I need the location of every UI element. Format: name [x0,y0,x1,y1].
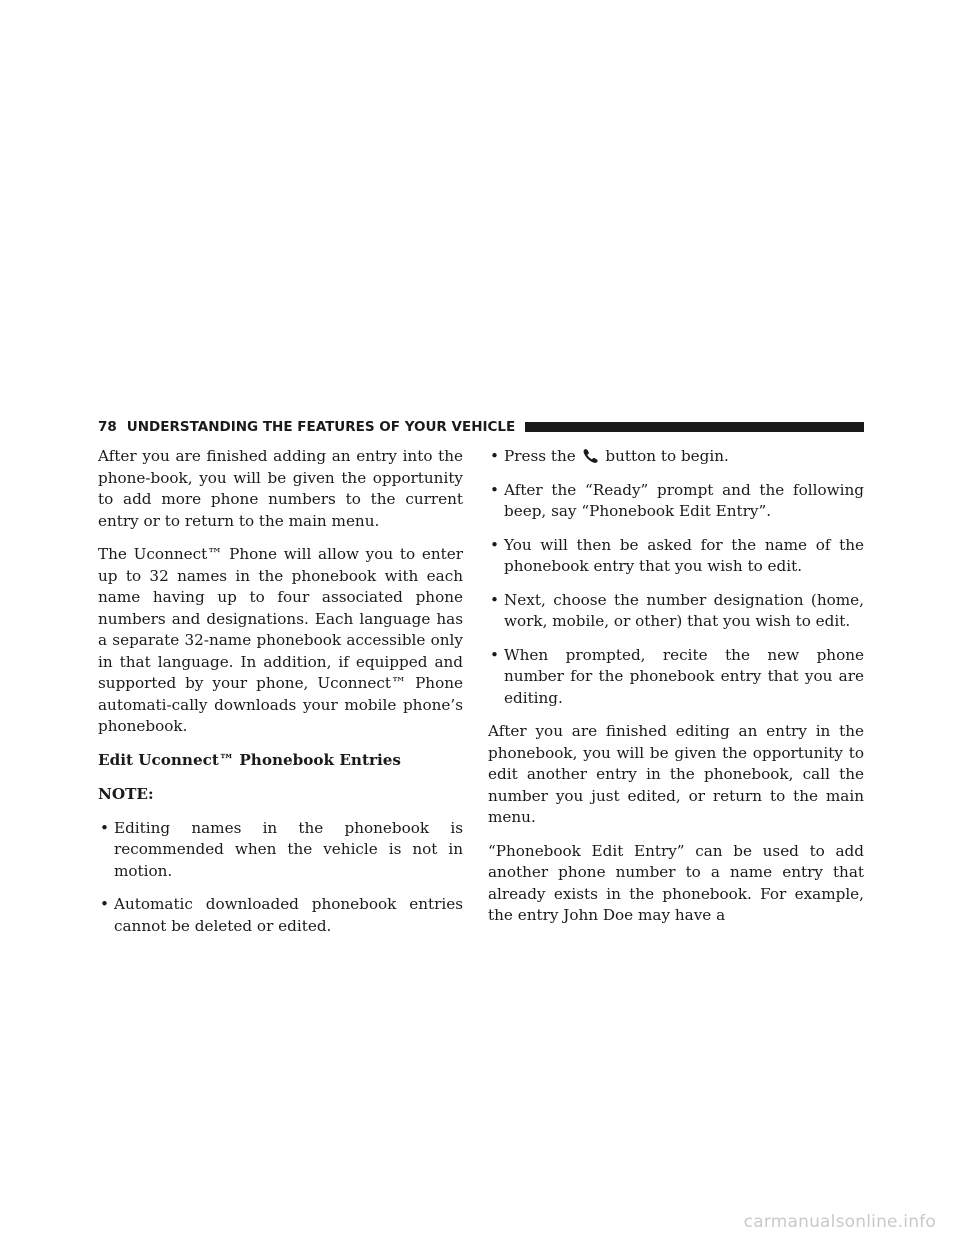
list-item [488,645,864,710]
section-title: UNDERSTANDING THE FEATURES OF YOUR VEHICLE [126,419,516,435]
bullet: • [490,535,499,554]
bullet: • [100,895,109,913]
steps-list [488,446,864,709]
list-item [488,535,864,578]
header-rule [525,422,864,432]
bullet: • [490,590,499,609]
phone-icon [582,447,600,463]
press-text-before: Press the [504,447,576,465]
page-header [98,416,864,438]
press-text-after: button to begin. [605,447,729,465]
section-heading: Edit Uconnect™ Phonebook Entries [98,750,401,769]
bullet: • [490,480,499,499]
list-item-text: You will then be asked for the name of the phonebook entry that you wish to edit. [504,535,864,575]
list-item-text: After the “Ready” prompt and the following beep, say “Phonebook Edit Entry”. [504,480,864,520]
list-item-text: Automatic downloaded phonebook entries cannot be deleted or edited. [114,895,463,935]
list-item [98,818,463,883]
list-item [98,894,463,937]
paragraph-after-editing: After you are finished editing an entry in the phonebook, you will be given the opportunity to edit another entry in the phonebook, call the number you just edited, or return to the main menu. [488,722,864,826]
right-column [488,446,864,939]
paragraph-add-entry: After you are finished adding an entry into the phone-book, you will be given the opportunity to add more phone numbers to the current entry or to return to the main menu. [98,447,463,530]
list-item-text: When prompted, recite the new phone number for the phonebook entry that you are editing. [504,645,864,707]
note-label: NOTE: [98,785,154,803]
list-item [488,446,864,468]
paragraph-edit-entry-usage: “Phonebook Edit Entry” can be used to add another phone number to a name entry that already exists in the phonebook. For example, the entry John Doe may have a [488,841,864,924]
page-number: 78 [98,419,117,435]
bullet: • [490,645,499,664]
list-item-text: Editing names in the phonebook is recommended when the vehicle is not in motion. [114,818,463,880]
note-list [98,818,463,938]
list-item [488,590,864,633]
list-item-text: Next, choose the number designation (home, work, mobile, or other) that you wish to edit. [504,590,864,630]
list-item [488,480,864,523]
bullet: • [490,447,499,465]
bullet: • [100,818,109,837]
watermark: carmanualsonline.info [743,1212,936,1232]
paragraph-uconnect-phonebook: The Uconnect™ Phone will allow you to enter up to 32 names in the phonebook with each name having up to four associated phone numbers and designations. Each language has a separate 32-name phonebook accessible only in that language. In addition, if equipped and supported by your phone, Uconnect™ Phone automati-cally downloads your mobile phone’s phonebook. [98,545,463,735]
left-column [98,446,463,949]
